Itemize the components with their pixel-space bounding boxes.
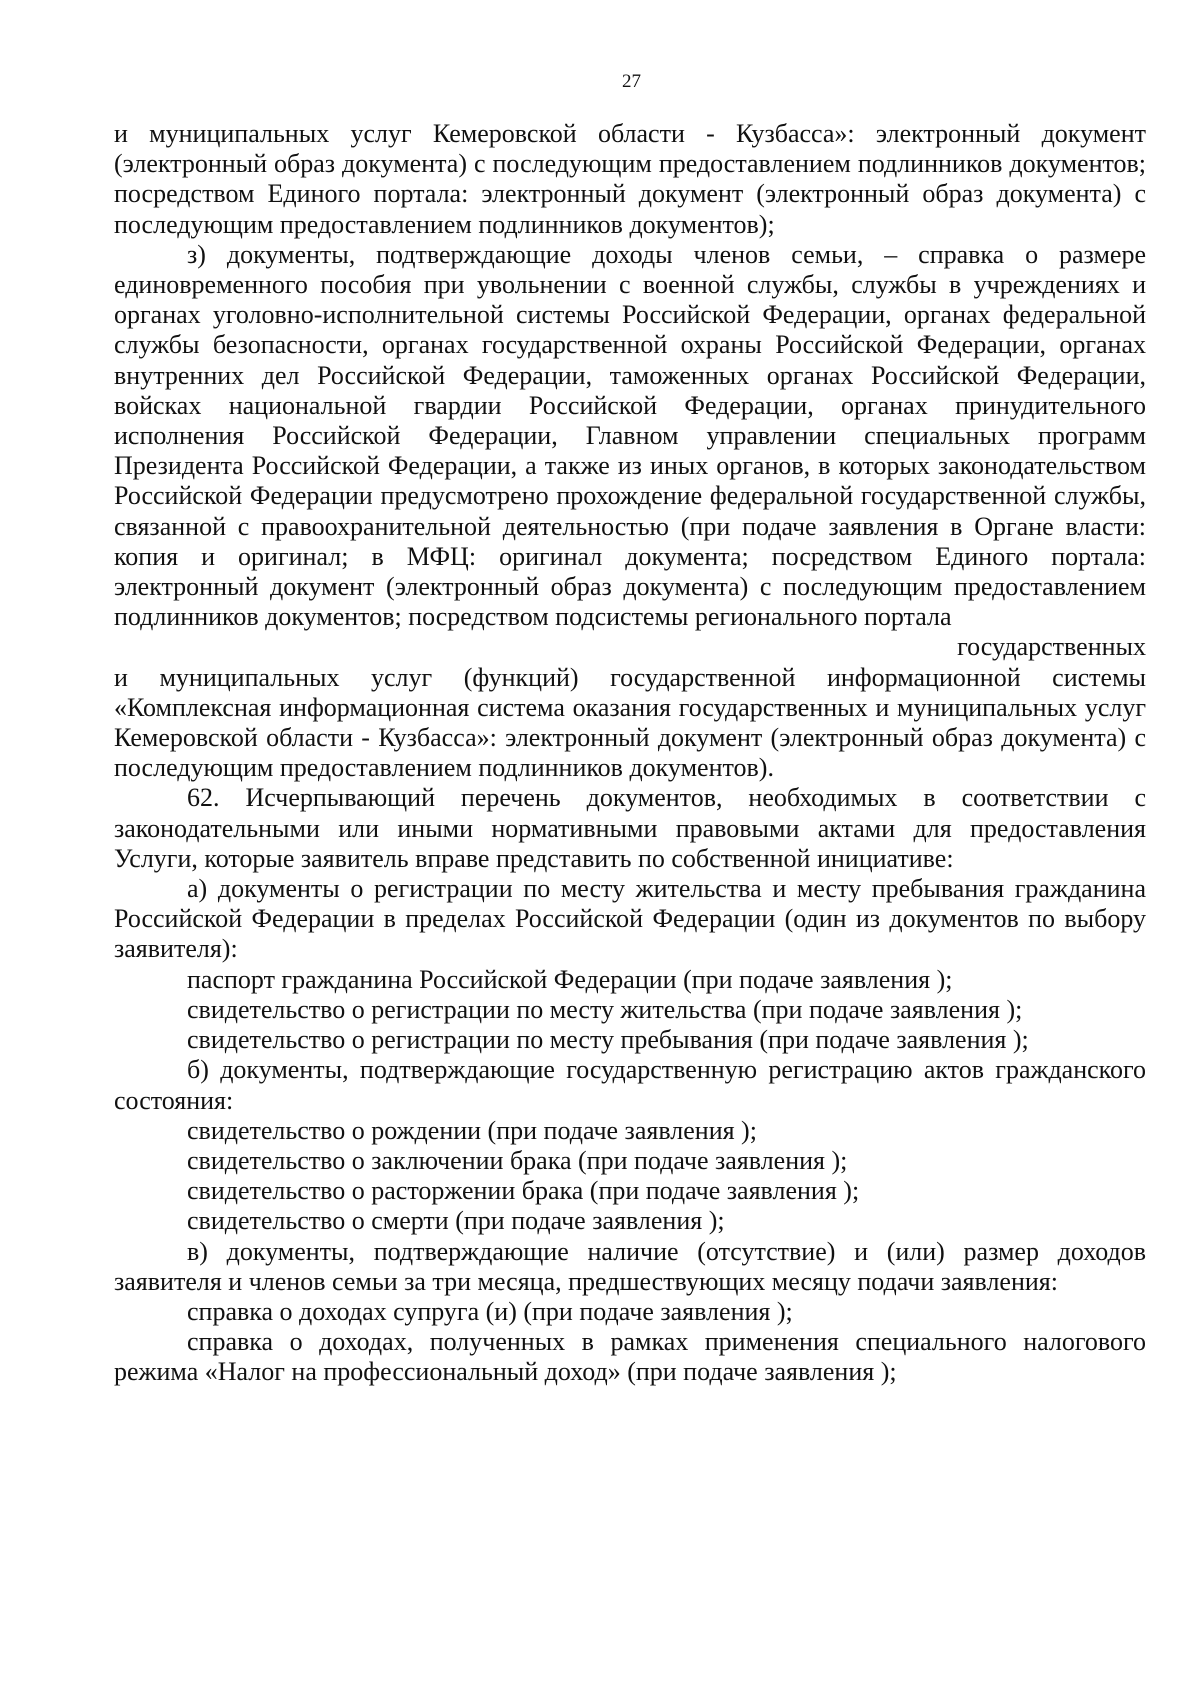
list-item: свидетельство о рождении (при подаче заявления );: [187, 1115, 757, 1145]
list-item: свидетельство о смерти (при подаче заявления );: [187, 1206, 725, 1236]
list-item: паспорт гражданина Российской Федерации (при подаче заявления );: [187, 964, 953, 994]
list-item: справка о доходах супруга (и) (при подаче заявления );: [187, 1296, 793, 1326]
paragraph-62: 62. Исчерпывающий перечень документов, необходимых в соответствии с законодательными или иными нормативными правовыми актами для предоставления Услуги, которые заявитель вправе представить по собственной инициативе:: [114, 783, 1146, 873]
list-item: свидетельство о регистрации по месту жительства (при подаче заявления );: [187, 994, 1023, 1024]
document-body: [114, 119, 1146, 1388]
paragraph-item-z-tail: государственных: [957, 632, 1146, 662]
paragraph-item-b: б) документы, подтверждающие государственную регистрацию актов гражданского состояния:: [114, 1055, 1146, 1115]
list-item: свидетельство о расторжении брака (при подаче заявления );: [187, 1176, 860, 1206]
paragraph-item-v: в) документы, подтверждающие наличие (отсутствие) и (или) размер доходов заявителя и членов семьи за три месяца, предшествующих месяцу подачи заявления:: [114, 1236, 1146, 1296]
list-item: свидетельство о заключении брака (при подаче заявления );: [187, 1145, 848, 1175]
paragraph-item-a: а) документы о регистрации по месту жительства и месту пребывания гражданина Российской Федерации в пределах Российской Федерации (один из документов по выбору заявителя):: [114, 874, 1146, 964]
paragraph-item-v-2: справка о доходах, полученных в рамках применения специального налогового режима «Налог на профессиональный доход» (при подаче заявления );: [114, 1327, 1146, 1387]
list-item: свидетельство о регистрации по месту пребывания (при подаче заявления );: [187, 1025, 1029, 1055]
paragraph-item-z: з) документы, подтверждающие доходы членов семьи, – справка о размере единовременного пособия при увольнении с военной службы, службы в учреждениях и органах уголовно-исполнительной системы Российской Федерации, органах федеральной службы безопасности, органах государственной охраны Российской Федерации, органах внутренних дел Российской Федерации, таможенных органах Российской Федерации, войсках национальной гвардии Российской Федерации, органах принудительного исполнения Российской Федерации, Главном управлении специальных программ Президента Российской Федерации, а также из иных органов, в которых законодательством Российской Федерации предусмотрено прохождение федеральной государственной службы, связанной с правоохранительной деятельностью (при подаче заявления в Органе власти: копия и оригинал; в МФЦ: оригинал документа; посредством Единого портала: электронный документ (электронный образ документа) с последующим предоставлением подлинников документов; посредством подсистемы регионального портала: [114, 239, 1146, 632]
paragraph-item-z-end: и муниципальных услуг (функций) государственной информационной системы «Комплексная информационная система оказания государственных и муниципальных услуг Кемеровской области - Кузбасса»: электронный документ (электронный образ документа) с последующим предоставлением подлинников документов).: [114, 662, 1146, 783]
paragraph-continuation: и муниципальных услуг Кемеровской области - Кузбасса»: электронный документ (электронный образ документа) с последующим предоставлением подлинников документов; посредством Единого портала: электронный документ (электронный образ документа) с последующим предоставлением подлинников документов);: [114, 119, 1146, 239]
page-number: 27: [622, 71, 641, 92]
